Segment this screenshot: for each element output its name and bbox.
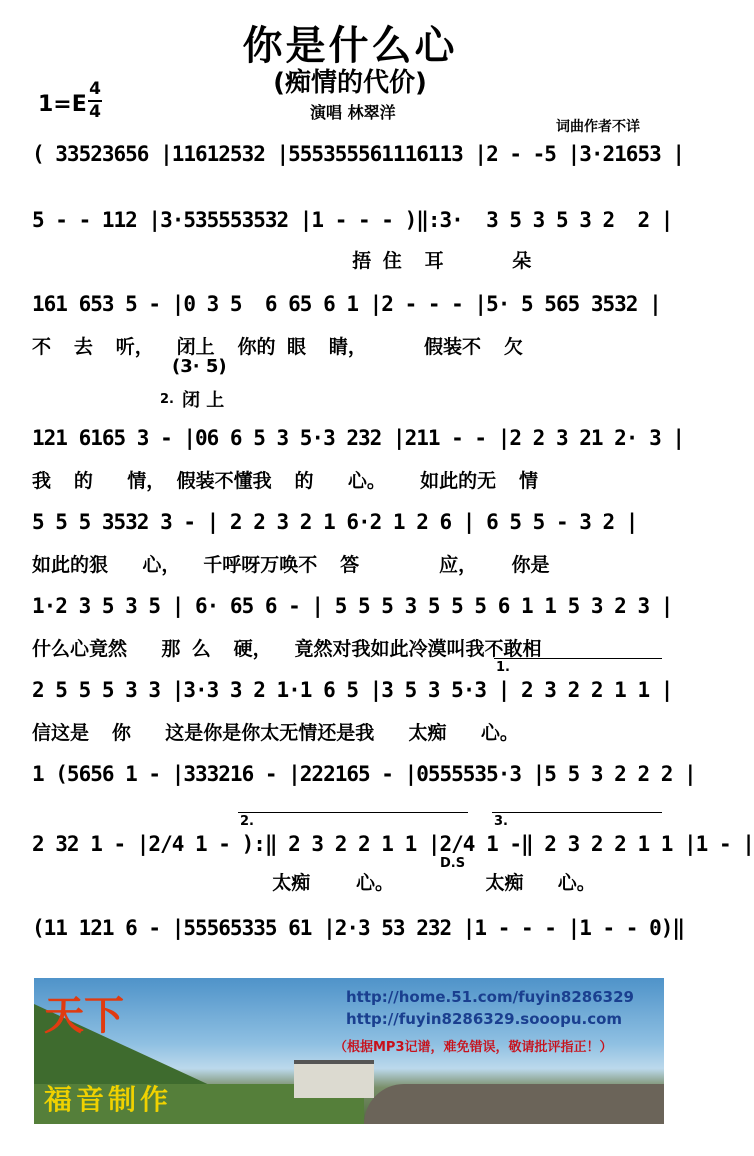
key-signature: 1=E xyxy=(38,92,87,117)
banner-url-1[interactable]: http://home.51.com/fuyin8286329 xyxy=(346,988,634,1006)
logo-text: 福音制作 xyxy=(44,1083,173,1116)
composer-credit: 词曲作者不详 xyxy=(556,119,640,135)
score-row-1: ( 33523656 |11612532 |555355561116113 |2 - -5 |3·21653 | xyxy=(32,142,685,166)
publisher-banner xyxy=(34,978,664,1124)
score-row-9: 2 32 1 - |2/4 1 - ):‖ 2 3 2 2 1 1 |2/4 1 -‖ 2 3 2 2 1 1 |1 - | xyxy=(32,832,754,856)
lyric-row-7: 信这是 你 这是你是你太无情还是我 太痴 心。 xyxy=(32,722,519,744)
alt-notes: (3· 5) xyxy=(172,356,227,377)
ds-mark: D.S xyxy=(440,856,466,871)
song-title: 你是什么心 xyxy=(242,23,458,69)
banner-note: （根据MP3记谱，难免错误，敬请批评指正！） xyxy=(334,1040,613,1055)
rocks-graphic xyxy=(364,1084,664,1124)
score-row-3: 161 653 5 - |0 3 5 6 65 6 1 |2 - - - |5· 5 565 3532 | xyxy=(32,292,661,316)
banner-url-2[interactable]: http://fuyin8286329.sooopu.com xyxy=(346,1010,623,1028)
time-top: 4 xyxy=(89,79,101,99)
score-row-8: 1 (5656 1 - |333216 - |222165 - |0555535·3 |5 5 3 2 2 2 | xyxy=(32,762,696,786)
logo-mark: 天下 xyxy=(44,993,124,1039)
lyric-row-5: 如此的狠 心， 千呼呀万唤不 答 应， 你是 xyxy=(32,554,550,576)
score-row-10: (11 121 6 - |55565335 61 |2·3 53 232 |1 - - - |1 - - 0)‖ xyxy=(32,916,685,940)
alt-lyric: 闭 上 xyxy=(182,390,225,411)
score-row-7: 2 5 5 5 3 3 |3·3 3 2 1·1 6 5 |3 5 3 5·3 | 2 3 2 2 1 1 | xyxy=(32,678,673,702)
alt-label: 2. xyxy=(160,392,174,407)
score-row-2: 5 - - 112 |3·535553532 |1 - - - )‖:3· 3 5 3 5 3 2 2 | xyxy=(32,208,673,232)
score-row-4: 121 6165 3 - |06 6 5 3 5·3 232 |211 - - |2 2 3 21 2· 3 | xyxy=(32,426,685,450)
lyric-row-9: 太痴 心。 太痴 心。 xyxy=(32,872,596,894)
lyric-row-4: 我 的 情， 假装不懂我 的 心。 如此的无 情 xyxy=(32,470,539,492)
ending-1-label: 1. xyxy=(496,660,510,675)
song-subtitle: (痴情的代价) xyxy=(273,68,427,98)
ending-2-label: 2. xyxy=(240,814,254,829)
score-row-5: 5 5 5 3532 3 - | 2 2 3 2 1 6·2 1 2 6 | 6 5 5 - 3 2 | xyxy=(32,510,638,534)
score-row-6: 1·2 3 5 3 5 | 6· 65 6 - | 5 5 5 3 5 5 5 6 1 1 5 3 2 3 | xyxy=(32,594,673,618)
lyric-row-6: 什么心竟然 那 么 硬， 竟然对我如此冷漠叫我不敢相 xyxy=(32,638,542,660)
time-bottom: 4 xyxy=(89,102,101,122)
lyric-row-2: 捂 住 耳 朵 xyxy=(32,250,532,272)
house-graphic xyxy=(294,1060,374,1098)
time-signature xyxy=(88,80,102,122)
singer-credit: 演唱 林翠洋 xyxy=(310,103,396,122)
ending-3-label: 3. xyxy=(494,814,508,829)
lyric-row-3: 不 去 听， 闭上 你的 眼 睛， 假装不 欠 xyxy=(32,336,523,358)
